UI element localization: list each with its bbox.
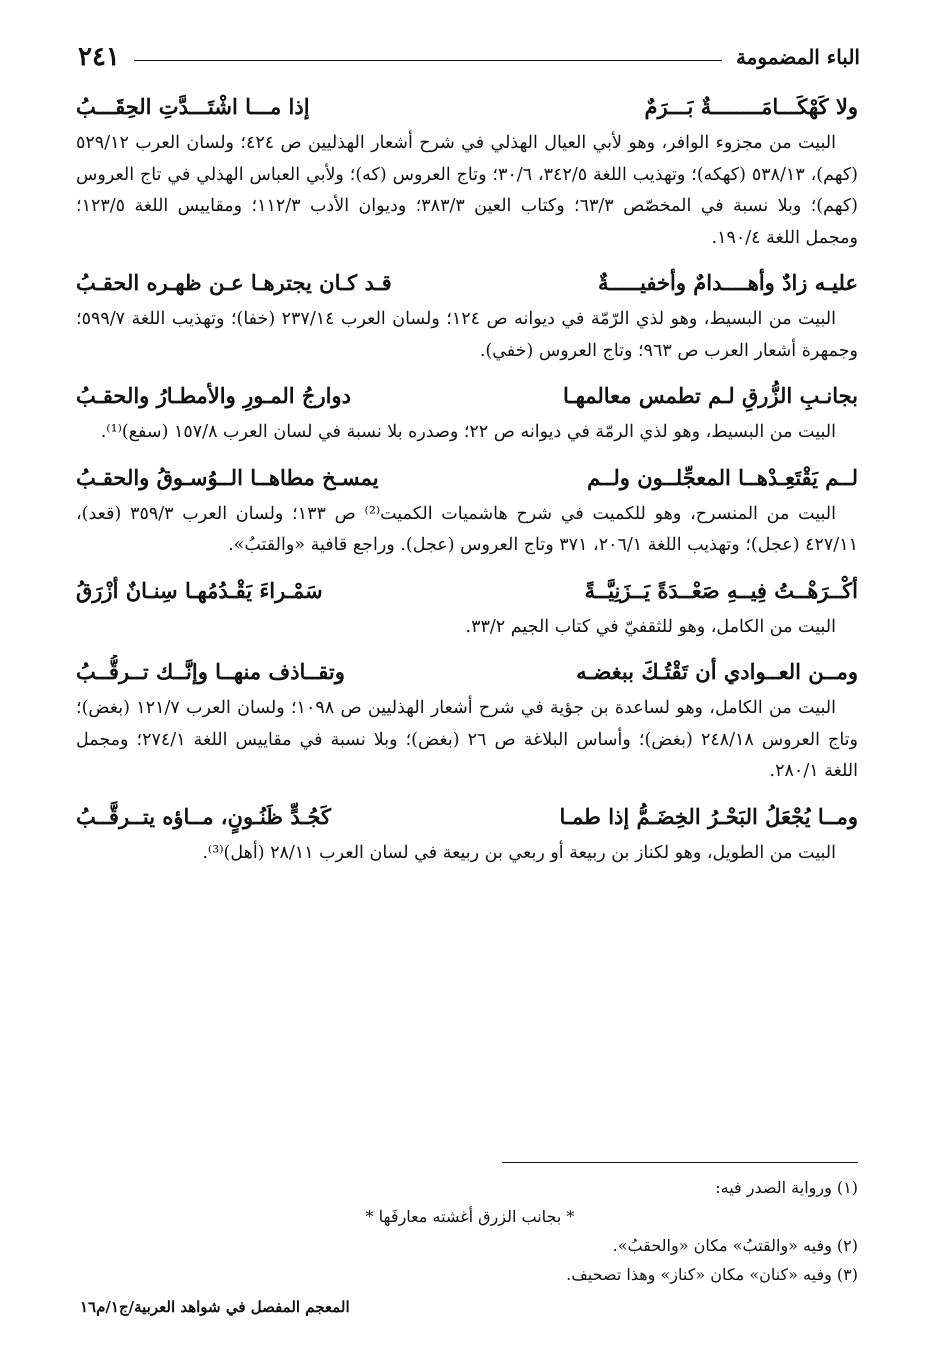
footnote-2: (٢) وفيه «والقتبُ» مكان «والحقبُ». — [612, 1236, 858, 1255]
verse-second-hemistich: دوارجُ المـورِ والأمطـارُ والحقـبُ — [76, 383, 351, 408]
verse-first-hemistich: بجانـبِ الزُّرقِ لـم تطمس معالمهـا — [563, 383, 858, 408]
verse-line — [76, 379, 858, 415]
verse-commentary: البيت من مجزوء الوافر، وهو لأبي العيال الهذلي في شرح أشعار الهذليين ص ٤٢٤؛ ولسان العرب ٥٢٩/١٢ (كهم)، ٥٣٨/١٣ (كهكه)؛ وتهذيب اللغة ٣٤٢/٥، ٣٠/٦؛ وتاج العروس (كه)؛ ولأبي العباس الهذلي في تاج العروس (كهم)؛ وبلا نسبة في المخصّص ٦٣/٣؛ وكتاب العين ٣٨٣/٣؛ وديوان الأدب ١١٢/٣؛ ومقاييس اللغة ١٢٣/٥؛ ومجمل اللغة ١٩٠/٤. — [76, 133, 858, 248]
verse-first-hemistich: ولا كَهْكَـــامَــــــــةٌ بَـــرَمٌ — [644, 94, 858, 119]
verse-second-hemistich: وتقــاذف منهــا وإنَّــك تــرقُّــبُ — [76, 659, 345, 684]
verse-first-hemistich: ومــا يُجْعَلُ البَحْـرُ الخِضَـمُّ إذا طمـا — [559, 803, 858, 829]
page-number: ٢٤١ — [78, 42, 120, 72]
verse-line — [76, 461, 858, 497]
verse-second-hemistich: إذا مـــا اشْتَـــدَّتِ الحِقَـــبُ — [76, 94, 310, 119]
verse-entry — [76, 379, 858, 449]
verse-commentary: البيت من الكامل، وهو لساعدة بن جؤية في شرح أشعار الهذليين ص ١٠٩٨؛ ولسان العرب ١٢١/٧ (بغض)؛ وتاج العروس ٢٤٨/١٨ (بغض)؛ وأساس البلاغة ص ٢٦ (بغض)؛ وبلا نسبة في مقاييس اللغة ٢٧٤/١؛ ومجمل اللغة ٢٨٠/١. — [76, 698, 858, 781]
verse-line — [76, 90, 858, 126]
verse-first-hemistich: لــم يَقْتَعِـدْهــا المعجِّلــون ولــم — [587, 464, 858, 490]
verse-second-hemistich: قـد كـان يجترهـا عـن ظهـره الحقـبُ — [76, 270, 392, 295]
verse-line — [76, 655, 858, 691]
verse-first-hemistich: ومــن العــوادي أن تَقْتُـكَ ببغضـه — [576, 659, 858, 684]
verse-entry — [76, 461, 858, 562]
verse-commentary: البيت من البسيط، وهو لذي الرّمّة في ديوانه ص ١٢٤؛ ولسان العرب ٢٣٧/١٤ (خفا)؛ وتهذيب اللغة ٥٩٩/٧؛ وجمهرة أشعار العرب ص ٩٦٣؛ وتاج العروس (خفي). — [76, 309, 858, 361]
verse-commentary: البيت من الكامل، وهو للثقفيّ في كتاب الجيم ٣٣/٢. — [465, 616, 836, 637]
verse-line — [76, 574, 858, 610]
footnote-rule — [502, 1162, 858, 1163]
verse-commentary: البيت من البسيط، وهو لذي الرمّة في ديوانه ص ٢٢؛ وصدره بلا نسبة في لسان العرب ١٥٧/٨ (سفع)⁽¹⁾. — [100, 422, 836, 442]
page-header — [78, 40, 860, 74]
running-title: الباء المضمومة — [735, 45, 860, 69]
verse-line — [76, 266, 858, 302]
verse-second-hemistich: يمسـخ مطاهــا الــوُسـوقُ والحقـبُ — [76, 464, 379, 490]
verse-commentary: البيت من الطويل، وهو لكناز بن ربيعة أو ربعي بن ربيعة في لسان العرب ٢٨/١١ (أهل)⁽³⁾. — [202, 842, 836, 863]
verse-second-hemistich: سَمْـراءَ يَقْـدُمُهـا سِنـانٌ أزْرَقُ — [76, 577, 323, 603]
verse-line — [76, 800, 858, 836]
verse-first-hemistich: عليـه زادٌ وأهــــدامٌ وأخفيـــــةٌ — [598, 270, 858, 295]
verse-first-hemistich: أكْــرَهْــتُ فِيــهِ صَعْــدَةً يَــزَنِيَّــةً — [584, 577, 858, 603]
verse-entry — [76, 655, 858, 788]
footnote-1-verse: * بجانب الزرق أغشته معارفَها * — [365, 1207, 575, 1226]
header-rule — [134, 60, 722, 61]
verse-entry — [76, 90, 858, 254]
verse-second-hemistich: كَجُـدٍّ ظَنُـونٍ، مــاؤه يتــرقَّــبُ — [76, 803, 332, 829]
footnote-1: (١) ورواية الصدر فيه: — [715, 1178, 858, 1197]
footnotes — [82, 1162, 858, 1289]
footnote-3: (٣) وفيه «كنان» مكان «كناز» وهذا تصحيف. — [566, 1265, 858, 1284]
verse-entry — [76, 574, 858, 644]
verse-commentary: البيت من المنسرح، وهو للكميت في شرح هاشميات الكميت⁽²⁾ ص ١٣٣؛ ولسان العرب ٣٥٩/٣ (قعد)، ٤٢٧/١١ (عجل)؛ وتهذيب اللغة ٢٠٦/١، ٣٧١ وتاج العروس (عجل). وراجع قافية «والقتبُ». — [76, 503, 858, 555]
verse-entry — [76, 800, 858, 870]
page-footer-signature: المعجم المفصل في شواهد العربية/ج١/م١٦ — [80, 1298, 350, 1316]
verse-entry — [76, 266, 858, 367]
main-content — [76, 90, 858, 1108]
